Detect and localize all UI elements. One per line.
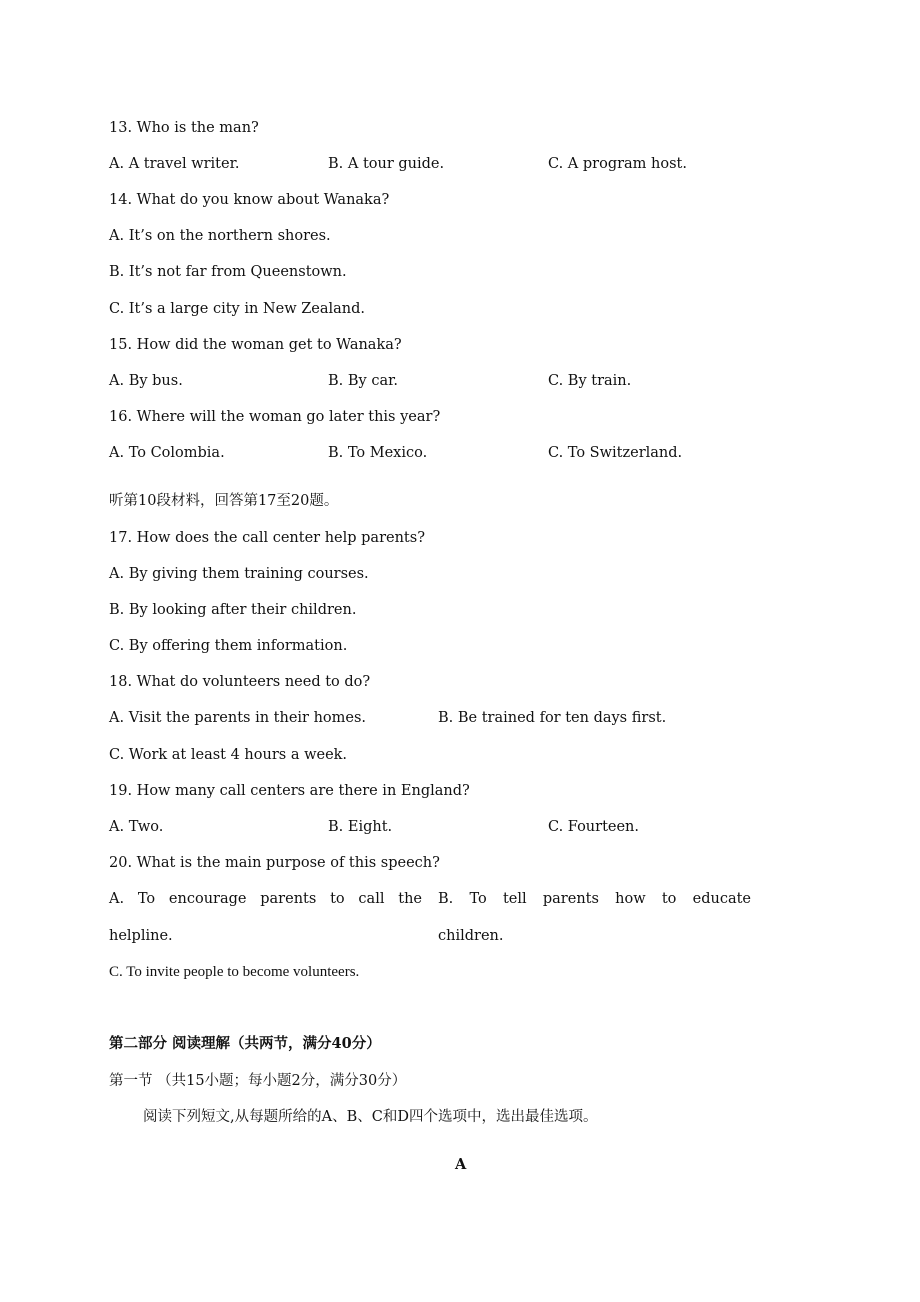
q18-option-a: A. Visit the parents in their homes.: [109, 710, 367, 726]
q16-option-c: C. To Switzerland.: [548, 445, 683, 461]
q17-option-a: A. By giving them training courses.: [109, 566, 369, 582]
section-note: 听第10段材料，回答第17至20题。: [109, 493, 339, 509]
q15-option-c: C. By train.: [548, 373, 632, 389]
q17-option-b: B. By looking after their children.: [109, 602, 357, 618]
q13-option-c: C. A program host.: [548, 156, 687, 172]
q20-option-b-line2: children.: [438, 928, 504, 944]
q20-option-a-line1: A. To encourage parents to call the: [109, 891, 422, 907]
q14-option-b: B. It’s not far from Queenstown.: [109, 264, 347, 280]
q20-option-c: C. To invite people to become volunteers.: [109, 964, 360, 980]
section1-heading: 第一节 （共15小题；每小题2分，满分30分）: [109, 1073, 407, 1089]
q19-option-c: C. Fourteen.: [548, 819, 640, 835]
q16-option-b: B. To Mexico.: [328, 445, 428, 461]
reading-instruction: 阅读下列短文,从每题所给的A、B、C和D四个选项中，选出最佳选项。: [143, 1109, 598, 1125]
q19-option-b: B. Eight.: [328, 819, 393, 835]
q17-stem: 17. How does the call center help parents?: [109, 530, 425, 546]
q20-stem: 20. What is the main purpose of this speech?: [109, 855, 440, 871]
q13-stem: 13. Who is the man?: [109, 120, 259, 136]
q15-option-a: A. By bus.: [109, 373, 183, 389]
q18-stem: 18. What do volunteers need to do?: [109, 674, 371, 690]
q18-option-b: B. Be trained for ten days first.: [438, 710, 667, 726]
q13-option-a: A. A travel writer.: [109, 156, 240, 172]
q20-option-a-line2: helpline.: [109, 928, 173, 944]
q13-option-b: B. A tour guide.: [328, 156, 445, 172]
q16-option-a: A. To Colombia.: [109, 445, 225, 461]
passage-label: A: [455, 1156, 467, 1173]
q15-stem: 15. How did the woman get to Wanaka?: [109, 337, 402, 353]
q14-stem: 14. What do you know about Wanaka?: [109, 192, 390, 208]
q19-stem: 19. How many call centers are there in England?: [109, 783, 470, 799]
q14-option-c: C. It’s a large city in New Zealand.: [109, 301, 366, 317]
q17-option-c: C. By offering them information.: [109, 638, 348, 654]
q15-option-b: B. By car.: [328, 373, 399, 389]
q16-stem: 16. Where will the woman go later this year?: [109, 409, 441, 425]
q19-option-a: A. Two.: [109, 819, 164, 835]
q18-option-c: C. Work at least 4 hours a week.: [109, 747, 348, 763]
part2-heading: 第二部分 阅读理解（共两节，满分40分）: [109, 1035, 381, 1052]
q14-option-a: A. It’s on the northern shores.: [109, 228, 331, 244]
q20-option-b-line1: B. To tell parents how to educate: [438, 891, 751, 907]
